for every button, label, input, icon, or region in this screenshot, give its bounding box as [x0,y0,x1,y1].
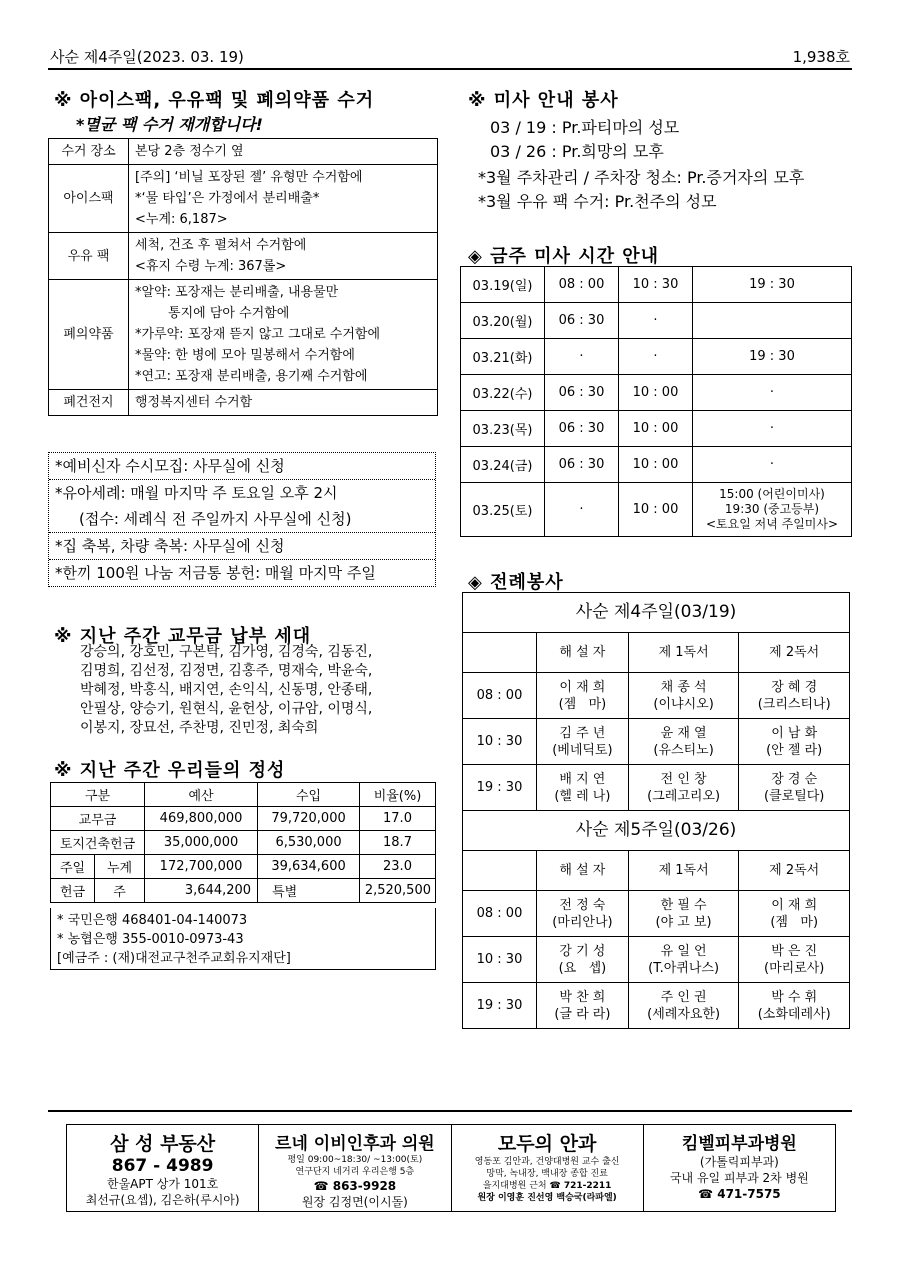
collection-line: 행정복지센터 수거함 [135,395,253,410]
collection-row [49,165,438,233]
mass-row [461,339,852,375]
donors-title: ※ 지난 주간 교무금 납부 세대 [54,626,312,647]
mass-cell: 19 : 30 [693,267,852,303]
notice-catechumen: *예비신자 수시모집: 사무실에 신청 [49,453,435,480]
liturgy-person [537,765,629,811]
person-name: 김 주 년 [559,725,606,741]
service-extra-line: *3월 우유 팩 수거: Pr.천주의 성모 [478,192,717,211]
collection-title: ※ 아이스팩, 우유팩 및 폐의약품 수거 [54,90,375,111]
liturgy-table [462,592,850,1029]
liturgy-person [537,891,629,937]
liturgy-row [463,891,850,937]
ad-ent-clinic[interactable] [259,1125,451,1211]
liturgy-person [628,983,739,1029]
ad-line [452,1180,643,1192]
ad-phone: 867 - 4989 [111,1156,214,1176]
liturgy-person [537,983,629,1029]
fin-cell: 79,720,000 [258,807,360,831]
mass-cell: · [619,339,693,375]
ad-title: 삼 성 부동산 [110,1133,216,1155]
mass-cell: · [619,303,693,339]
donor-line: 김명희, 김선정, 김정면, 김홍주, 명재숙, 박윤숙, [80,663,373,679]
person-name: 박 은 진 [771,943,818,959]
ad-eye-clinic[interactable] [452,1125,644,1211]
collection-line: 세척, 건조 후 펼쳐서 수거함에 [135,238,307,253]
finance-table [50,782,436,903]
person-baptismal-name: (이냐시오) [653,696,714,712]
mass-cell: 03.24(금) [461,447,545,483]
collection-key: 수거 장소 [49,139,129,165]
mass-cell: 06 : 30 [545,447,619,483]
fin-cell: 주 [95,879,145,903]
person-baptismal-name: (야 고 보) [655,914,712,930]
ad-dermatology[interactable] [644,1125,835,1211]
mass-cell: 03.20(월) [461,303,545,339]
liturgy-head: 제 2독서 [739,851,850,891]
liturgy-head: 해 설 자 [537,851,629,891]
ad-line: 망막, 녹내장, 백내장 종합 진료 [486,1169,608,1179]
donor-line: 강승의, 강호민, 구본탁, 김가영, 김경숙, 김동진, [80,644,373,660]
mass-times-table [460,266,852,537]
liturgy-time: 19 : 30 [463,983,537,1029]
notice-baptism-sub: (접수: 세례식 전 주일까지 사무실에 신청) [49,506,435,533]
fin-cell: 헌금 [51,879,95,903]
ad-realestate[interactable] [67,1125,259,1211]
mass-cell: · [545,339,619,375]
mass-cell: 10 : 00 [619,411,693,447]
collection-line: <누계: 6,187> [135,212,228,227]
fin-cell: 6,530,000 [258,831,360,855]
mass-cell: 10 : 30 [619,267,693,303]
liturgy-corner [463,851,537,891]
liturgy-row [463,673,850,719]
collection-value [129,233,438,280]
ad-title: 모두의 안과 [497,1133,597,1155]
collection-subtitle: *멸균 팩 수거 재개합니다! [76,115,263,134]
notice-sharing: *한끼 100원 나눔 저금통 봉헌: 매월 마지막 주일 [55,564,376,582]
fin-head: 수입 [258,783,360,807]
mass-cell: 06 : 30 [545,375,619,411]
person-baptismal-name: (요 셉) [558,960,607,976]
mass-cell: 08 : 00 [545,267,619,303]
mass-cell: 03.22(수) [461,375,545,411]
mass-times-title: ◈ 금주 미사 시간 안내 [468,246,660,267]
liturgy-head: 제 2독서 [739,633,850,673]
mass-cell: 03.21(화) [461,339,545,375]
person-baptismal-name: (크리스티나) [757,696,831,712]
liturgy-time: 10 : 30 [463,937,537,983]
mass-cell: 03.23(목) [461,411,545,447]
person-name: 이 남 화 [771,725,818,741]
collection-value [129,165,438,233]
ad-line: 영동포 김안과, 건양대병원 교수 출신 [474,1157,620,1167]
fin-cell: 토지건축헌금 [51,831,145,855]
mass-row [461,267,852,303]
fin-cell: 특별 [258,879,360,903]
ad-line: 연구단지 네거리 우리은행 5층 [295,1167,415,1177]
collection-line: *알약: 포장재는 분리배출, 내용물만 [135,285,339,300]
issue-number: 1,938호 [792,48,850,66]
person-baptismal-name: (세례자요한) [647,1006,721,1022]
liturgy-row [463,983,850,1029]
liturgy-head: 제 1독서 [628,851,739,891]
liturgy-person [537,937,629,983]
liturgy-corner [463,633,537,673]
fin-cell: 23.0 [360,855,436,879]
liturgy-person [628,937,739,983]
mass-cell [693,303,852,339]
mass-row [461,303,852,339]
person-baptismal-name: (소화데레사) [757,1006,831,1022]
mass-service-title: ※ 미사 안내 봉사 [468,90,619,111]
collection-value [129,280,438,390]
person-name: 전 인 창 [660,771,707,787]
liturgy-head: 해 설 자 [537,633,629,673]
mass-cell: · [693,375,852,411]
fin-cell: 18.7 [360,831,436,855]
collection-line: *연고: 포장재 분리배출, 용기째 수거함에 [135,369,368,384]
collection-line: <휴지 수령 누계: 367롤> [135,259,287,274]
collection-row [49,233,438,280]
person-baptismal-name: (헬 레 나) [554,788,611,804]
mass-cell: 10 : 00 [619,483,693,537]
liturgy-time: 10 : 30 [463,719,537,765]
mass-cell: 19 : 30 [693,339,852,375]
liturgy-person [739,719,850,765]
fin-cell: 469,800,000 [145,807,258,831]
liturgy-head: 제 1독서 [628,633,739,673]
collection-line: *‘물 타입’은 가정에서 분리배출* [135,191,320,206]
collection-line: *물약: 한 병에 모아 밀봉해서 수거함에 [135,348,355,363]
liturgy-time: 08 : 00 [463,891,537,937]
mass-cell: · [693,447,852,483]
collection-key: 폐건전지 [49,390,129,416]
liturgy-person [739,765,850,811]
liturgy-row [463,937,850,983]
person-name: 장 혜 경 [771,679,818,695]
ad-title: 르네 이비인후과 의원 [275,1134,435,1154]
person-name: 주 인 권 [660,989,707,1005]
liturgy-week-title: 사순 제5주일(03/26) [463,811,850,851]
person-baptismal-name: (베네딕토) [552,742,613,758]
mass-cell: · [545,483,619,537]
person-baptismal-name: (젬 마) [770,914,819,930]
ad-line: 한울APT 상가 101호 [106,1177,219,1191]
mass-row [461,375,852,411]
collection-row [49,390,438,416]
collection-line: *가루약: 포장재 뜯지 않고 그대로 수거함에 [135,327,381,342]
mass-service-extra [478,166,804,214]
service-extra-line: *3월 주차관리 / 주차장 청소: Pr.증거자의 모후 [478,168,805,187]
liturgy-person [628,719,739,765]
collection-row [49,280,438,390]
collection-line: [주의] ‘비닐 포장된 젤’ 유형만 수거함에 [135,170,363,185]
fin-cell: 39,634,600 [258,855,360,879]
fin-cell: 주일 [51,855,95,879]
fin-cell: 교무금 [51,807,145,831]
person-name: 전 정 숙 [559,897,606,913]
liturgy-person [739,673,850,719]
person-baptismal-name: (마리안나) [552,914,613,930]
issue-date: 사순 제4주일(2023. 03. 19) [50,48,244,66]
notice-blessing: *집 축복, 차량 축복: 사무실에 신청 [49,533,435,560]
fin-cell: 누계 [95,855,145,879]
person-name: 장 경 순 [771,771,818,787]
person-baptismal-name: (유스티노) [653,742,714,758]
mass-cell-evening [693,483,852,537]
fin-cell: 17.0 [360,807,436,831]
ad-line: 원장 김정면(이시돌) [301,1195,408,1209]
fin-cell: 172,700,000 [145,855,258,879]
person-baptismal-name: (클로틸다) [764,788,825,804]
collection-key: 우유 팩 [49,233,129,280]
liturgy-title: ◈ 전례봉사 [468,572,564,593]
footer-divider [48,1110,852,1112]
collection-value [129,390,438,416]
liturgy-person [537,673,629,719]
ad-phone: ☎ 863-9928 [313,1179,397,1193]
evening-line: 15:00 (어린이미사) [719,487,825,501]
collection-key: 아이스팩 [49,165,129,233]
mass-cell: 10 : 00 [619,447,693,483]
liturgy-person [537,719,629,765]
person-baptismal-name: (글 라 라) [554,1006,611,1022]
person-baptismal-name: (젬 마) [558,696,607,712]
mass-service-list [490,116,679,164]
fin-head: 예산 [145,783,258,807]
donor-line: 안필상, 양승기, 원현식, 윤헌상, 이규암, 이명식, [80,701,373,717]
person-baptismal-name: (마리로사) [764,960,825,976]
finance-title: ※ 지난 주간 우리들의 정성 [54,760,286,781]
liturgy-person [628,765,739,811]
liturgy-person [628,673,739,719]
person-baptismal-name: (안 젤 라) [766,742,823,758]
ad-line: 평일 09:00~18:30/ ~13:00(토) [287,1155,423,1165]
mass-cell: 03.19(일) [461,267,545,303]
bank-line: * 국민은행 468401-04-140073 [57,913,248,928]
person-name: 박 수 휘 [771,989,818,1005]
evening-line: <토요일 저녁 주일미사> [705,517,839,531]
ad-line: 국내 유일 피부과 2차 병원 [669,1171,809,1185]
person-baptismal-name: (T.아퀴나스) [648,960,720,976]
person-name: 이 재 희 [559,679,606,695]
fin-head: 비율(%) [360,783,436,807]
liturgy-person [628,891,739,937]
donor-line: 박혜정, 박홍식, 배지연, 손익식, 신동명, 안종태, [80,682,373,698]
liturgy-row [463,765,850,811]
bank-line: * 농협은행 355-0010-0973-43 [57,932,244,947]
collection-row [49,139,438,165]
bank-line: [예금주 : (재)대전교구천주교회유지재단] [57,951,291,966]
ad-line: 원장 이영훈 진선영 백승국(라파엘) [477,1193,617,1203]
collection-key: 폐의약품 [49,280,129,390]
donor-line: 이봉지, 장묘선, 주찬명, 진민정, 최숙희 [80,720,319,736]
ad-title: 킴벨피부과병원 [681,1134,797,1154]
fin-head: 구분 [51,783,145,807]
liturgy-week-title: 사순 제4주일(03/19) [463,593,850,633]
ad-phone: ☎ 471-7575 [698,1187,781,1201]
mass-row [461,483,852,537]
fin-cell: 3,644,200 [145,879,258,903]
liturgy-person [739,891,850,937]
liturgy-time: 19 : 30 [463,765,537,811]
collection-line: 통지에 담아 수거함에 [135,306,290,321]
notice-box [48,452,436,587]
person-name: 유 일 언 [660,943,707,959]
liturgy-row [463,719,850,765]
person-baptismal-name: (그레고리오) [647,788,721,804]
mass-cell: · [693,411,852,447]
collection-value [129,139,438,165]
service-line: 03 / 19 : Pr.파티마의 성모 [490,118,680,137]
mass-row [461,411,852,447]
person-name: 이 재 희 [771,897,818,913]
liturgy-person [739,937,850,983]
ad-line: (가톨릭피부과) [699,1155,779,1169]
mass-cell: 06 : 30 [545,411,619,447]
person-name: 박 찬 희 [559,989,606,1005]
notice-baptism: *유아세례: 매월 마지막 주 토요일 오후 2시 [55,484,338,502]
liturgy-time: 08 : 00 [463,673,537,719]
fin-cell: 35,000,000 [145,831,258,855]
mass-cell: 10 : 00 [619,375,693,411]
fin-cell: 2,520,500 [360,879,436,903]
person-name: 채 종 석 [660,679,707,695]
page-header [48,44,852,70]
liturgy-person [739,983,850,1029]
bank-info [50,908,436,970]
person-name: 강 기 성 [559,943,606,959]
collection-line: 본당 2층 정수기 옆 [135,144,244,159]
ad-row [66,1124,836,1212]
mass-cell: 03.25(토) [461,483,545,537]
person-name: 한 필 수 [660,897,707,913]
mass-row [461,447,852,483]
evening-line: 19:30 (중고등부) [724,502,820,516]
ad-line: 최선규(요셉), 김은하(루시아) [85,1193,240,1207]
donor-list [80,643,372,738]
service-line: 03 / 26 : Pr.희망의 모후 [490,142,664,161]
mass-cell: 06 : 30 [545,303,619,339]
ad-phone: ☎ 721-2211 [549,1181,612,1191]
ad-line: 을지대병원 근처 [482,1181,547,1191]
person-name: 배 지 연 [559,771,606,787]
person-name: 윤 재 열 [660,725,707,741]
collection-table [48,138,438,416]
